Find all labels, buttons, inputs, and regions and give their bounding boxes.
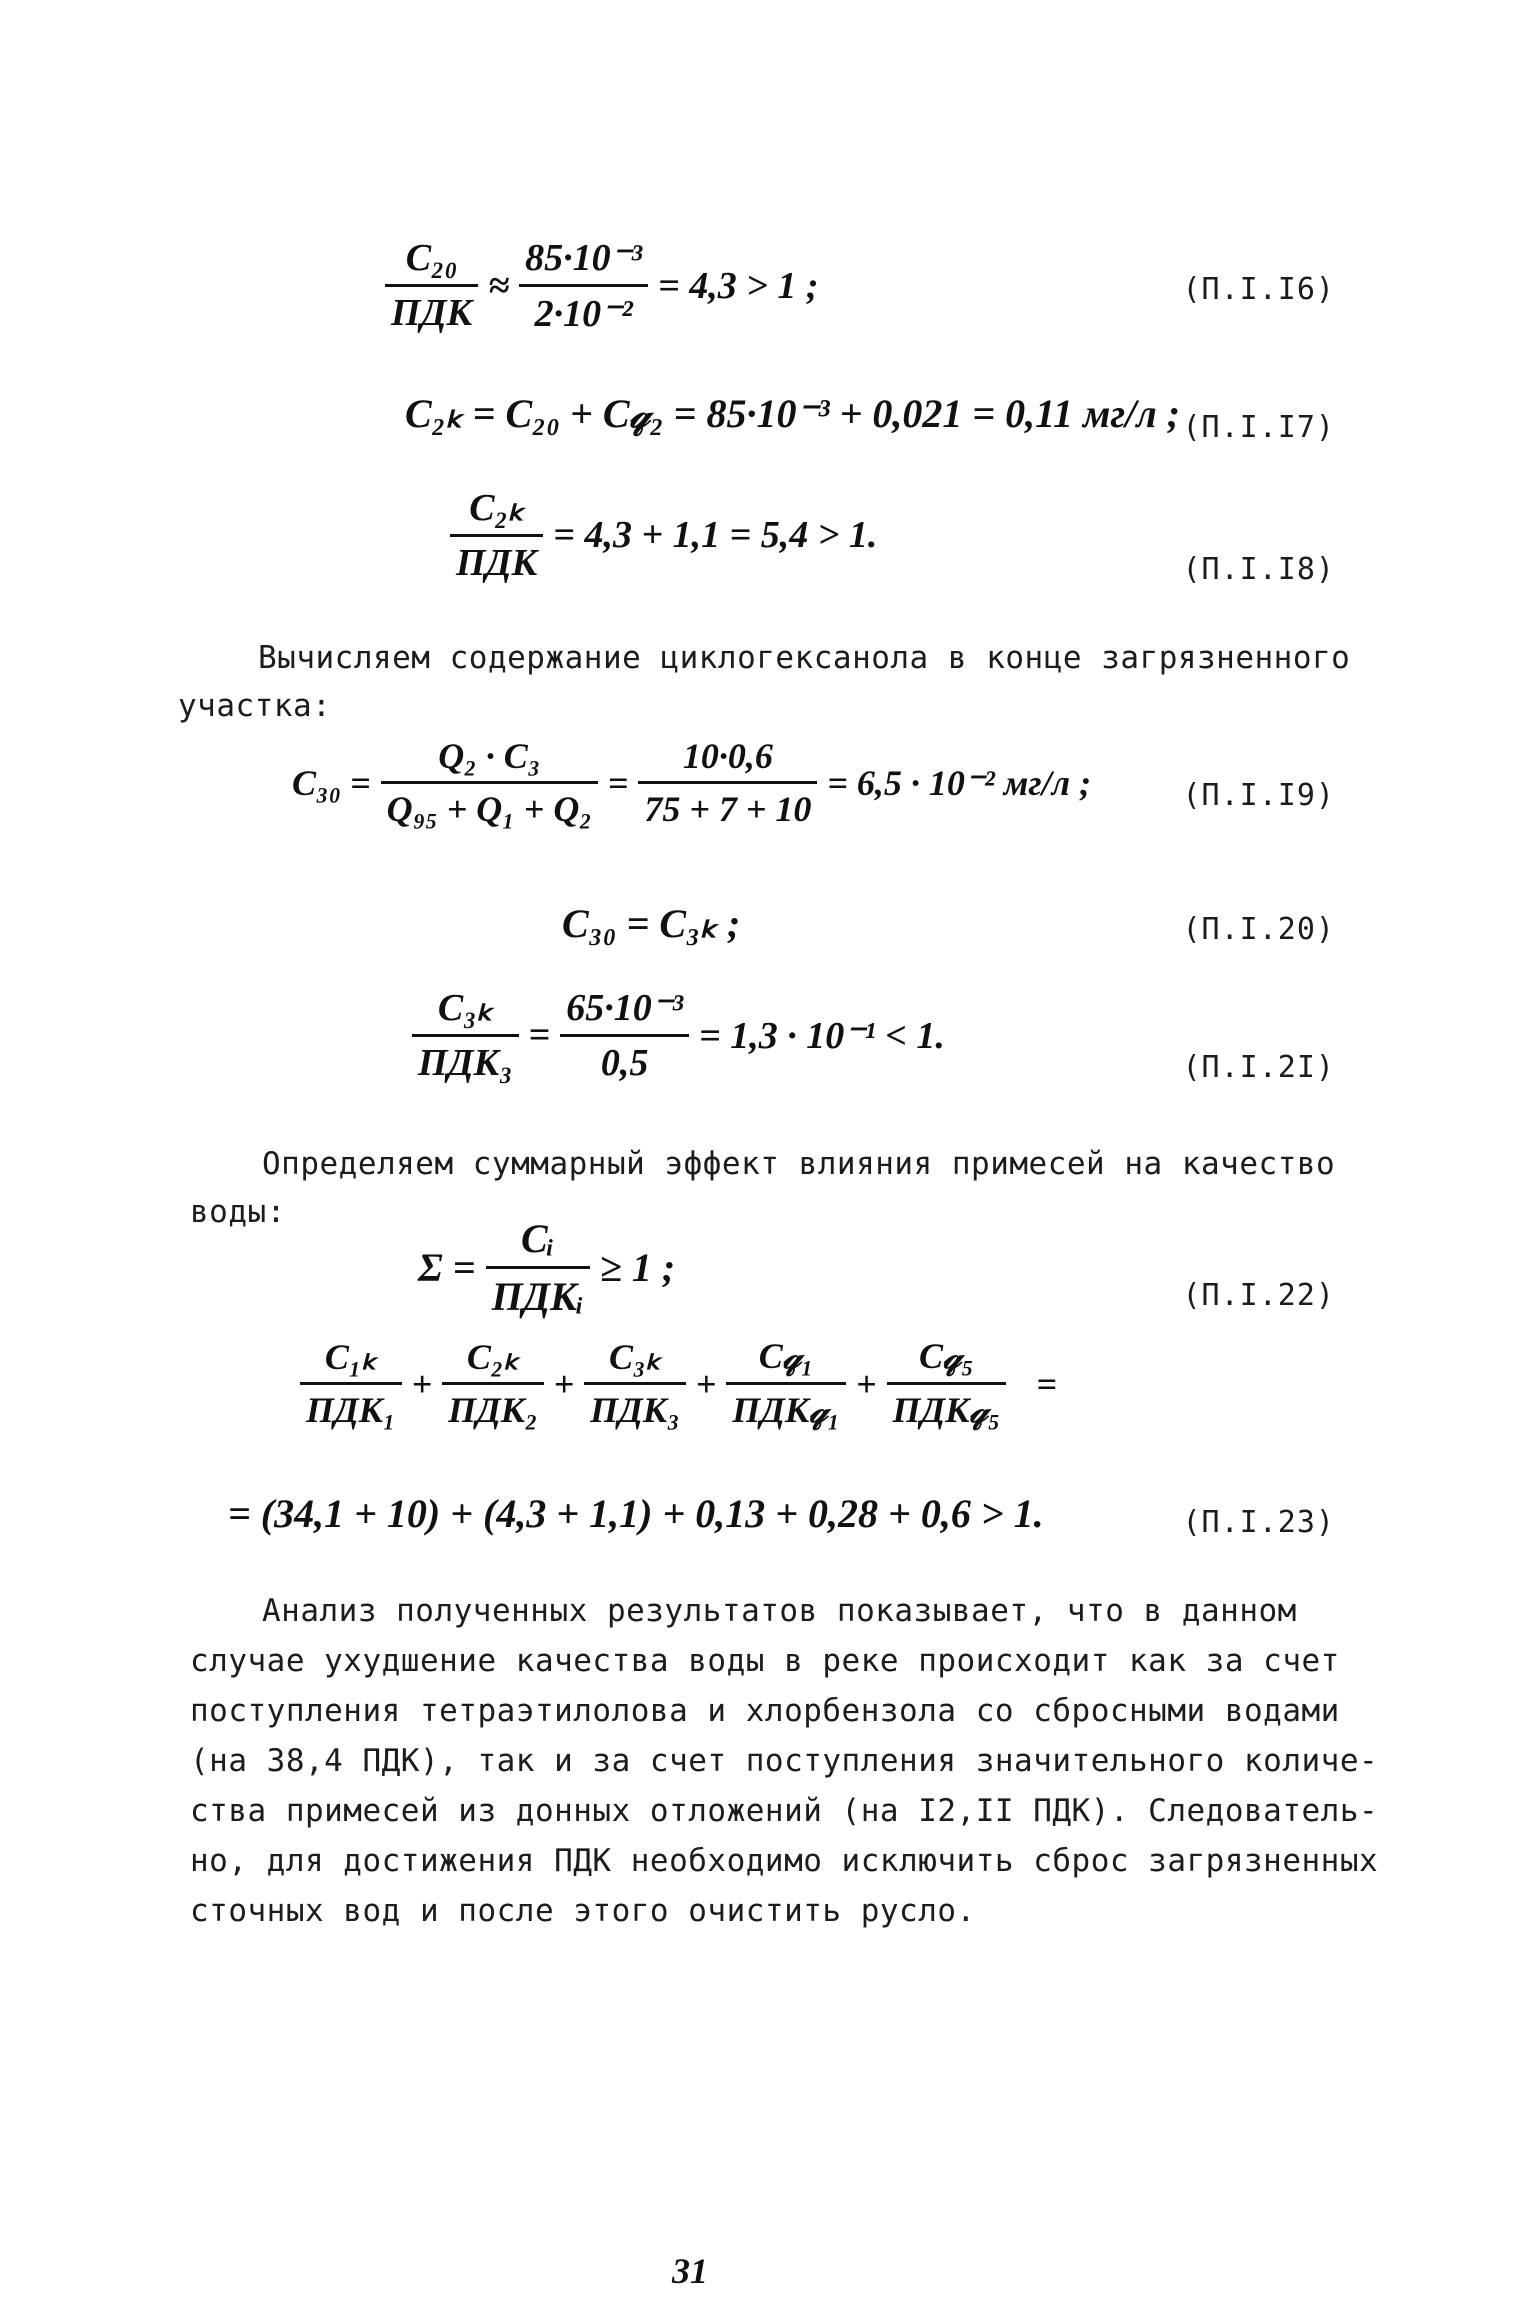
numerator: Q₂ · C₃ [438, 736, 541, 776]
numerator: C₂ₖ [466, 1337, 519, 1377]
equals-sign: = [1036, 1363, 1057, 1404]
page-number: 31 [672, 2251, 708, 2291]
paragraph-line: сточных вод и после этого очистить русло. [190, 1893, 976, 1929]
equation-23-sum [300, 1335, 1067, 1432]
equation-20: C₃₀ = C₃ₖ ; [562, 901, 741, 946]
denominator: Q₉₅ + Q₁ + Q₂ [381, 781, 598, 830]
equals-sign: = [528, 1014, 551, 1056]
plus-sign: + [695, 1363, 717, 1404]
fraction-formula [381, 735, 598, 830]
equation-lhs: Σ = [418, 1245, 476, 1290]
equation-21 [412, 985, 955, 1085]
equation-17: C₂ₖ = C₂₀ + C𝓆₂ = 85·10⁻³ + 0,021 = 0,11 мг/л ; [405, 391, 1181, 436]
numerator: C₃ₖ [437, 987, 493, 1029]
fraction-value [560, 985, 689, 1085]
numerator: C𝓆₅ [919, 1336, 974, 1376]
fraction-ci-over-pdki [486, 1215, 590, 1320]
denominator: ПДКᵢ [486, 1266, 590, 1320]
denominator: 0,5 [560, 1034, 689, 1085]
numerator: C₂₀ [405, 237, 458, 279]
equation-number: (П.I.23) [1182, 1505, 1335, 1540]
equation-result: = 4,3 + 1,1 = 5,4 > 1. [553, 514, 878, 556]
denominator: ПДК𝓆₁ [726, 1382, 846, 1432]
paragraph-line: случае ухудшение качества воды в реке происходит как за счет [190, 1643, 1340, 1679]
relation: ≈ [488, 264, 510, 307]
equation-number: (П.I.I8) [1182, 552, 1335, 587]
equals-sign: = [607, 762, 629, 803]
equation-16 [385, 235, 829, 336]
fraction-substitution [638, 735, 817, 830]
numerator: 65·10⁻³ [566, 987, 684, 1029]
numerator: C𝓆₁ [758, 1336, 814, 1376]
denominator: ПДК₁ [300, 1382, 402, 1431]
equation-result: = 4,3 > 1 ; [658, 264, 819, 307]
paragraph-line: Вычисляем содержание циклогексанола в конце загрязненного [258, 640, 1351, 676]
plus-sign: + [553, 1363, 575, 1404]
denominator: ПДК [450, 534, 543, 585]
fraction-term [442, 1336, 544, 1431]
fraction-term [887, 1335, 1007, 1432]
fraction-term [726, 1335, 846, 1432]
paragraph-line: воды: [190, 1194, 286, 1230]
equation-18 [450, 485, 887, 585]
numerator: C₂ₖ [469, 487, 525, 529]
equation-lhs: C₃₀ = [292, 762, 371, 803]
equation-number: (П.I.I6) [1182, 272, 1335, 307]
fraction-term [300, 1336, 402, 1431]
numerator: 85·10⁻³ [525, 237, 643, 279]
paragraph-line: Определяем суммарный эффект влияния примесей на качество [262, 1146, 1336, 1182]
equation-result: = 6,5 · 10⁻² мг/л ; [827, 762, 1092, 803]
plus-sign: + [411, 1363, 433, 1404]
paragraph-line: но, для достижения ПДК необходимо исключить сброс загрязненных [190, 1843, 1379, 1879]
fraction-c3k-over-pdk3 [412, 985, 519, 1085]
fraction-term [584, 1336, 686, 1431]
paragraph-line: поступления тетраэтилолова и хлорбензола со сбросными водами [190, 1693, 1340, 1729]
equation-number: (П.I.2I) [1182, 1050, 1335, 1085]
equation-number: (П.I.22) [1182, 1278, 1335, 1313]
fraction-c2k-over-pdk [450, 485, 543, 585]
numerator: Cᵢ [521, 1216, 555, 1261]
equation-number: (П.I.I7) [1182, 410, 1335, 445]
equation-result: = 1,3 · 10⁻¹ < 1. [699, 1014, 945, 1057]
numerator: 10·0,6 [682, 736, 773, 776]
denominator: ПДК₂ [442, 1382, 544, 1431]
paragraph-line: Анализ полученных результатов показывает, что в данном [262, 1593, 1297, 1629]
paragraph-line: участка: [178, 688, 332, 724]
equation-number: (П.I.20) [1182, 912, 1335, 947]
denominator: ПДК𝓆₅ [887, 1382, 1007, 1432]
equation-number: (П.I.I9) [1182, 778, 1335, 813]
equation-result: ≥ 1 ; [599, 1245, 676, 1290]
paragraph-line: (на 38,4 ПДК), так и за счет поступления значительного количе- [190, 1743, 1379, 1779]
denominator: ПДК₃ [412, 1034, 519, 1085]
denominator: ПДК₃ [584, 1382, 686, 1431]
equation-19 [292, 735, 1101, 830]
denominator: ПДК [385, 284, 478, 335]
denominator: 2·10⁻² [519, 284, 648, 336]
paragraph-line: ства примесей из донных отложений (на I2,II ПДК). Следователь- [190, 1793, 1379, 1829]
numerator: C₁ₖ [324, 1337, 377, 1377]
plus-sign: + [856, 1363, 877, 1404]
equation-23-result: = (34,1 + 10) + (4,3 + 1,1) + 0,13 + 0,28 + 0,6 > 1. [228, 1491, 1044, 1536]
fraction-value [519, 235, 648, 336]
equation-22 [418, 1215, 685, 1320]
fraction-c20-over-pdk [385, 236, 478, 335]
numerator: C₃ₖ [608, 1337, 661, 1377]
denominator: 75 + 7 + 10 [638, 781, 817, 830]
